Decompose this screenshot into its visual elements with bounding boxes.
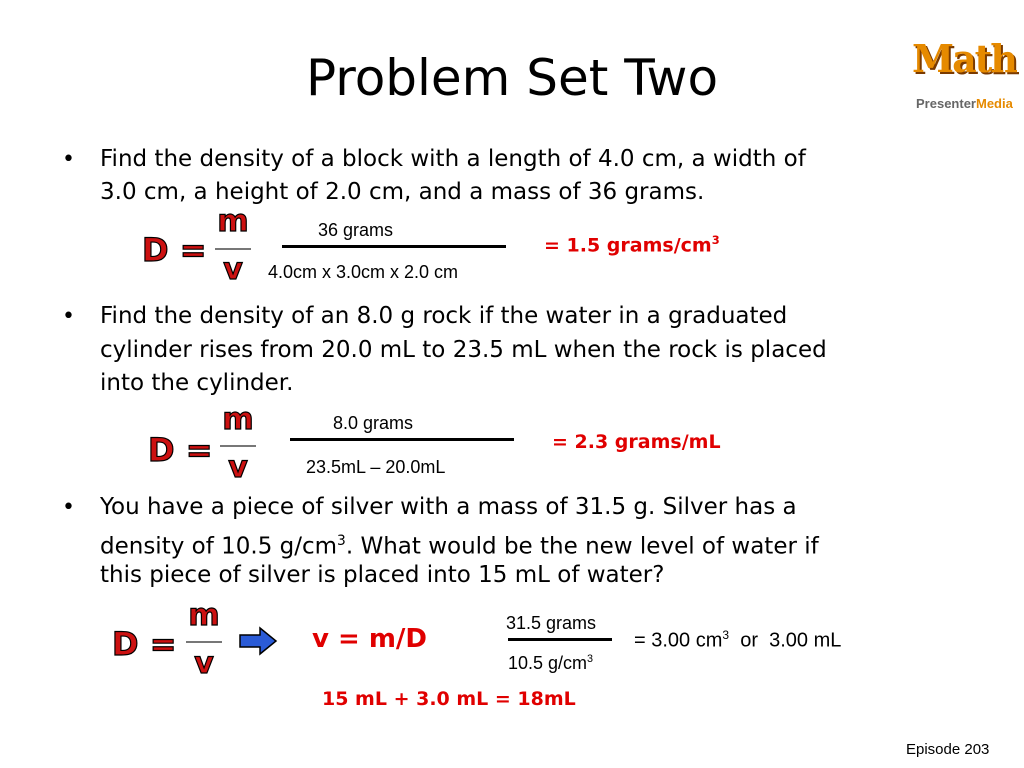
bullet-2: •: [62, 304, 75, 329]
logo-word: Math: [912, 36, 1016, 81]
problem-1-line-2: 3.0 cm, a height of 2.0 cm, and a mass of 36 grams.: [100, 179, 705, 205]
final-answer: 15 mL + 3.0 mL = 18mL: [322, 688, 576, 710]
result-1: = 1.5 grams/$cm^3$: [544, 233, 720, 257]
mass-symbol-3: m: [188, 598, 220, 633]
problem-3-line-3: this piece of silver is placed into 15 mL of water?: [100, 562, 665, 588]
problem-2-line-1: Find the density of an 8.0 g rock if the water in a graduated: [100, 303, 788, 329]
density-label-1: D =: [142, 231, 207, 269]
denominator-3: 10.5 $g/cm^3$: [508, 653, 594, 673]
division-line-2: [290, 438, 514, 441]
result-3: = 3.00 $cm^3$ or 3.00 mL: [634, 628, 842, 652]
fraction-line-2: [220, 445, 256, 447]
volume-symbol-2: v: [228, 450, 248, 485]
division-line-1: [282, 245, 506, 248]
problem-1-line-1: Find the density of a block with a length of 4.0 cm, a width of: [100, 146, 806, 172]
numerator-1: 36 grams: [318, 220, 394, 240]
fraction-line-3: [186, 641, 222, 643]
denominator-2: 23.5mL – 20.0mL: [306, 457, 446, 477]
volume-symbol-3: v: [194, 646, 214, 681]
volume-symbol-1: v: [223, 252, 243, 287]
fraction-line-1: [215, 248, 251, 250]
bullet-3: •: [62, 495, 75, 520]
denominator-1: 4.0cm x 3.0cm x 2.0 cm: [268, 262, 459, 282]
rearranged-formula: v = m/D: [312, 624, 428, 654]
numerator-3: 31.5 grams: [506, 613, 597, 633]
problem-3-line-1: You have a piece of silver with a mass of 31.5 g. Silver has a: [100, 494, 797, 520]
slide-title: Problem Set Two: [305, 49, 719, 107]
numerator-2: 8.0 grams: [333, 413, 414, 433]
problem-3-line-2: density of 10.5 $g/cm^3$. What would be the new level of water if: [100, 533, 819, 560]
footer-episode: Episode 203: [906, 741, 990, 758]
right-arrow-icon: [238, 626, 278, 656]
logo-brand: PresenterMedia: [916, 96, 1013, 111]
problem-2-line-3: into the cylinder.: [100, 370, 294, 396]
problem-2-line-2: cylinder rises from 20.0 mL to 23.5 mL when the rock is placed: [100, 337, 827, 363]
result-2: = 2.3 grams/mL: [552, 431, 721, 453]
division-line-3: [508, 638, 612, 641]
density-label-3: D =: [112, 625, 177, 663]
mass-symbol-1: m: [217, 204, 249, 239]
bullet-1: •: [62, 147, 75, 172]
density-label-2: D =: [148, 431, 213, 469]
math-logo: [910, 36, 1016, 116]
mass-symbol-2: m: [222, 402, 254, 437]
